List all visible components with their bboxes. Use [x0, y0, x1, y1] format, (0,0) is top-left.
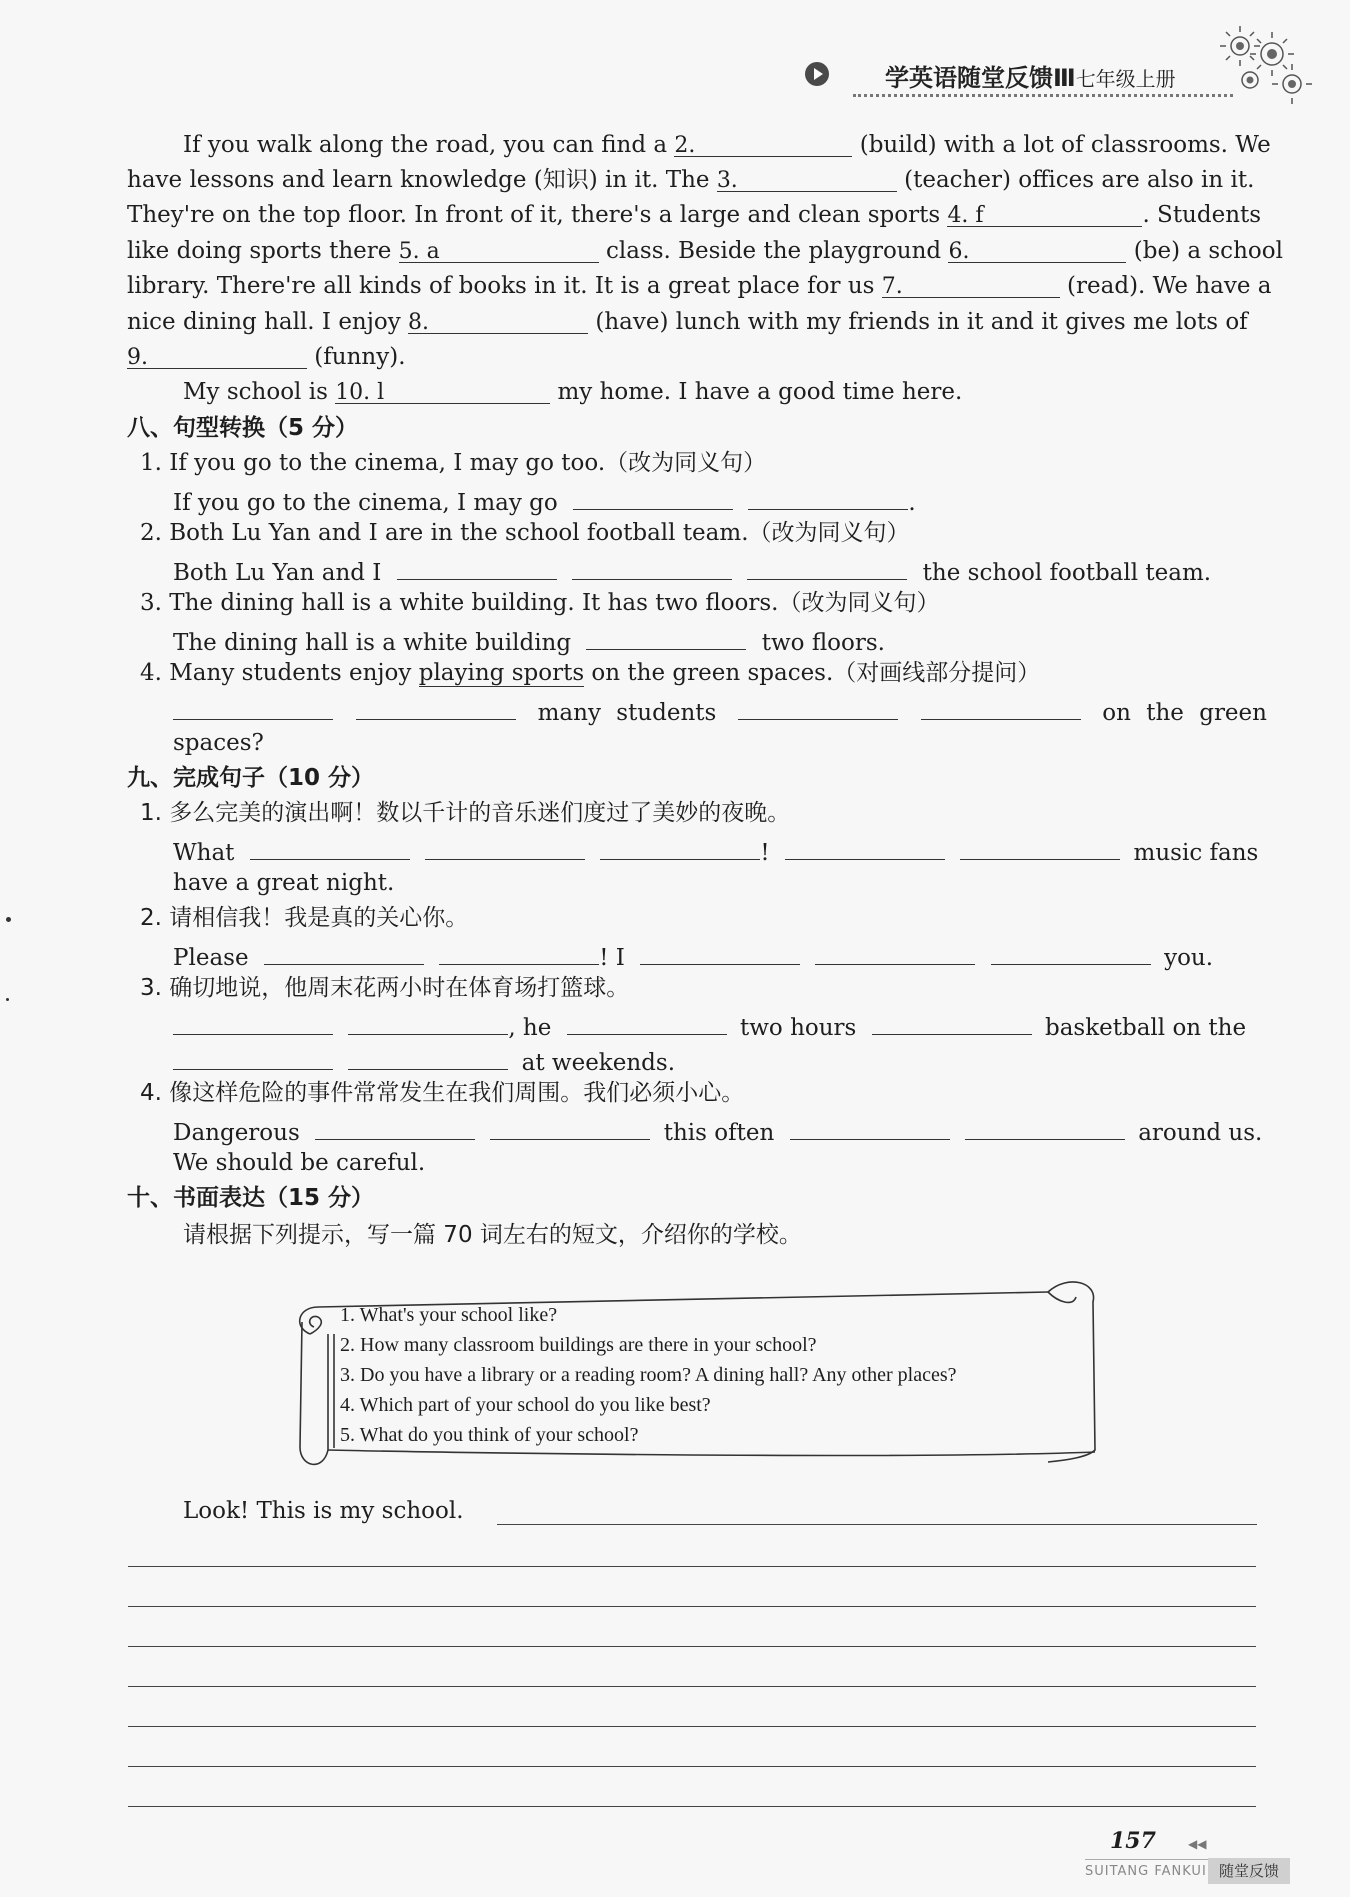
s8-q1-prompt: 1. If you go to the cinema, I may go too.（改为同义句） — [140, 450, 767, 476]
answer-blank[interactable] — [425, 833, 585, 860]
blank-9[interactable]: 9. — [127, 342, 307, 369]
passage-text: (read). We have a — [1059, 273, 1272, 299]
s9-q2-answer-line: Please ! I you. — [173, 938, 1213, 973]
answer-blank[interactable] — [785, 833, 945, 860]
passage-line-1 — [183, 130, 1271, 160]
writing-line[interactable] — [128, 1566, 1256, 1567]
passage-text: They're on the top floor. In front of it, there's a large and clean sports — [127, 202, 948, 228]
s8-q2-answer-line — [173, 553, 1211, 588]
answer-blank[interactable] — [567, 1008, 727, 1035]
section-10-title: 十、书面表达（15 分） — [127, 1185, 375, 1211]
answer-blank[interactable] — [600, 833, 760, 860]
s9-q3-continuation: at weekends. — [173, 1043, 675, 1078]
s9-q1-stem: What — [173, 840, 235, 866]
s10-instruction: 请根据下列提示，写一篇 70 词左右的短文，介绍你的学校。 — [183, 1222, 802, 1248]
s9-q4-continuation: We should be careful. — [173, 1150, 426, 1176]
answer-blank[interactable] — [790, 1113, 950, 1140]
s9-q1-continuation: have a great night. — [173, 870, 395, 896]
passage-text: have lessons and learn knowledge (知识) in it. The — [127, 167, 717, 193]
writing-line[interactable] — [128, 1766, 1256, 1767]
blank-10[interactable]: 10. l — [335, 377, 550, 404]
writing-line[interactable] — [128, 1606, 1256, 1607]
underlined-phrase: playing sports — [418, 660, 585, 686]
answer-blank[interactable] — [490, 1113, 650, 1140]
s8-q4-tail: on the green — [1102, 700, 1267, 726]
answer-blank[interactable] — [173, 693, 333, 720]
s9-q4-answer-line: Dangerous this often around us. — [173, 1113, 1262, 1148]
blank-3[interactable]: 3. — [717, 165, 897, 192]
passage-line-6 — [127, 307, 1248, 337]
s8-q3-answer-line — [173, 623, 885, 658]
blank-2[interactable]: 2. — [674, 130, 852, 157]
answer-blank[interactable] — [960, 833, 1120, 860]
passage-text: (teacher) offices are also in it. — [896, 167, 1255, 193]
section-8-title: 八、句型转换（5 分） — [127, 415, 359, 441]
s8-q3-prompt: 3. The dining hall is a white building. It has two floors.（改为同义句） — [140, 590, 940, 616]
prompt-scroll-box — [288, 1272, 1098, 1467]
s9-q3-prompt: 3. 确切地说，他周末花两小时在体育场打篮球。 — [140, 975, 630, 1001]
passage-line-7 — [127, 342, 406, 372]
s9-q1-tail: music fans — [1133, 840, 1259, 866]
passage-text: like doing sports there — [127, 238, 399, 264]
passage-text: (build) with a lot of classrooms. We — [852, 132, 1271, 158]
passage-line-2 — [127, 165, 1254, 195]
s9-q4-tail: around us. — [1138, 1120, 1263, 1146]
passage-text: class. Beside the playground — [598, 238, 949, 264]
answer-blank[interactable] — [356, 693, 516, 720]
answer-blank[interactable] — [315, 1113, 475, 1140]
blank-5[interactable]: 5. a — [399, 236, 599, 263]
prompt-item: 2. How many classroom buildings are there in your school? — [340, 1334, 817, 1356]
answer-blank[interactable] — [439, 938, 599, 965]
answer-blank[interactable] — [747, 553, 907, 580]
footer-brand-en: SUITANG FANKUI — [1085, 1864, 1207, 1879]
passage-text: (funny). — [307, 344, 406, 370]
s8-q3-stem: The dining hall is a white building — [173, 630, 572, 656]
passage-text: My school is — [183, 379, 336, 405]
footer-divider — [1085, 1859, 1208, 1860]
blank-4[interactable]: 4. f — [947, 200, 1142, 227]
answer-blank[interactable] — [397, 553, 557, 580]
answer-blank[interactable] — [573, 483, 733, 510]
answer-blank[interactable] — [348, 1008, 508, 1035]
answer-blank[interactable] — [250, 833, 410, 860]
writing-start: Look! This is my school. — [183, 1498, 464, 1524]
arrow-left-icon: ◀◀ — [1188, 1837, 1207, 1851]
passage-text: If you walk along the road, you can find a — [183, 132, 675, 158]
play-icon — [805, 62, 829, 86]
answer-blank[interactable] — [815, 938, 975, 965]
passage-text: library. There're all kinds of books in it. It is a great place for us — [127, 273, 882, 299]
passage-line-3 — [127, 200, 1261, 230]
answer-blank[interactable] — [586, 623, 746, 650]
prompt-item: 1. What's your school like? — [340, 1304, 558, 1326]
s9-q3-tail: basketball on the — [1044, 1015, 1247, 1041]
s9-q1-answer-line: What ! music fans — [173, 833, 1258, 868]
s8-q3-tail: two floors. — [761, 630, 885, 656]
answer-blank[interactable] — [921, 693, 1081, 720]
writing-line[interactable] — [497, 1524, 1257, 1525]
answer-blank[interactable] — [173, 1008, 333, 1035]
passage-text: (be) a school — [1126, 238, 1283, 264]
s9-q2-prompt: 2. 请相信我！我是真的关心你。 — [140, 905, 469, 931]
prompt-item: 5. What do you think of your school? — [340, 1424, 639, 1446]
answer-blank[interactable] — [348, 1043, 508, 1070]
answer-blank[interactable] — [872, 1008, 1032, 1035]
s9-q2-tail: you. — [1164, 945, 1214, 971]
blank-8[interactable]: 8. — [408, 307, 588, 334]
answer-blank[interactable] — [572, 553, 732, 580]
s8-q4-answer-line — [173, 693, 1267, 728]
s8-q4-mid: many students — [537, 700, 717, 726]
writing-line[interactable] — [128, 1686, 1256, 1687]
blank-7[interactable]: 7. — [882, 271, 1060, 298]
blank-6[interactable]: 6. — [948, 236, 1126, 263]
answer-blank[interactable] — [173, 1043, 333, 1070]
answer-blank[interactable] — [738, 693, 898, 720]
s9-q3-answer-line: , he two hours basketball on the — [173, 1008, 1246, 1043]
writing-line[interactable] — [128, 1646, 1256, 1647]
margin-mark — [6, 917, 11, 922]
passage-text: (have) lunch with my friends in it and it gives me lots of — [588, 309, 1248, 335]
s8-q4-prompt: 4. Many students enjoy playing sports on the green spaces.（对画线部分提问） — [140, 660, 1041, 686]
s8-q2-tail: the school football team. — [922, 560, 1212, 586]
writing-line[interactable] — [128, 1726, 1256, 1727]
s9-q1-prompt: 1. 多么完美的演出啊！数以千计的音乐迷们度过了美妙的夜晚。 — [140, 800, 791, 826]
passage-line-5 — [127, 271, 1272, 301]
s9-q4-stem: Dangerous — [173, 1120, 300, 1146]
answer-blank[interactable] — [748, 483, 908, 510]
footer-brand-cn: 随堂反馈 — [1208, 1858, 1290, 1884]
passage-text: nice dining hall. I enjoy — [127, 309, 409, 335]
prompt-item: 3. Do you have a library or a reading room? A dining hall? Any other places? — [340, 1364, 957, 1386]
passage-text: my home. I have a good time here. — [550, 379, 963, 405]
s9-q2-stem: Please — [173, 945, 249, 971]
answer-blank[interactable] — [264, 938, 424, 965]
answer-blank[interactable] — [640, 938, 800, 965]
s8-q4-continuation: spaces? — [173, 730, 264, 756]
prompt-item: 4. Which part of your school do you like best? — [340, 1394, 711, 1416]
answer-blank[interactable] — [965, 1113, 1125, 1140]
s8-q2-prompt: 2. Both Lu Yan and I are in the school football team.（改为同义句） — [140, 520, 910, 546]
answer-blank[interactable] — [991, 938, 1151, 965]
passage-text: . Students — [1142, 202, 1262, 228]
writing-line[interactable] — [128, 1806, 1256, 1807]
passage-line-4 — [127, 236, 1283, 266]
header-title: 学英语随堂反馈Ⅲ七年级上册 — [885, 64, 1176, 92]
passage-line-8 — [183, 377, 962, 407]
s9-q4-prompt: 4. 像这样危险的事件常常发生在我们周围。我们必须小心。 — [140, 1080, 745, 1106]
s8-q2-stem: Both Lu Yan and I — [173, 560, 382, 586]
header-dotted-line — [853, 94, 1233, 97]
s8-q1-answer-line: If you go to the cinema, I may go . — [173, 483, 916, 518]
s8-q1-stem: If you go to the cinema, I may go — [173, 490, 558, 516]
page-header — [805, 52, 1275, 102]
sunflower-decoration-icon — [1210, 18, 1320, 118]
page-number: 157 — [1110, 1828, 1156, 1854]
margin-mark — [6, 998, 9, 1001]
section-9-title: 九、完成句子（10 分） — [127, 765, 375, 791]
